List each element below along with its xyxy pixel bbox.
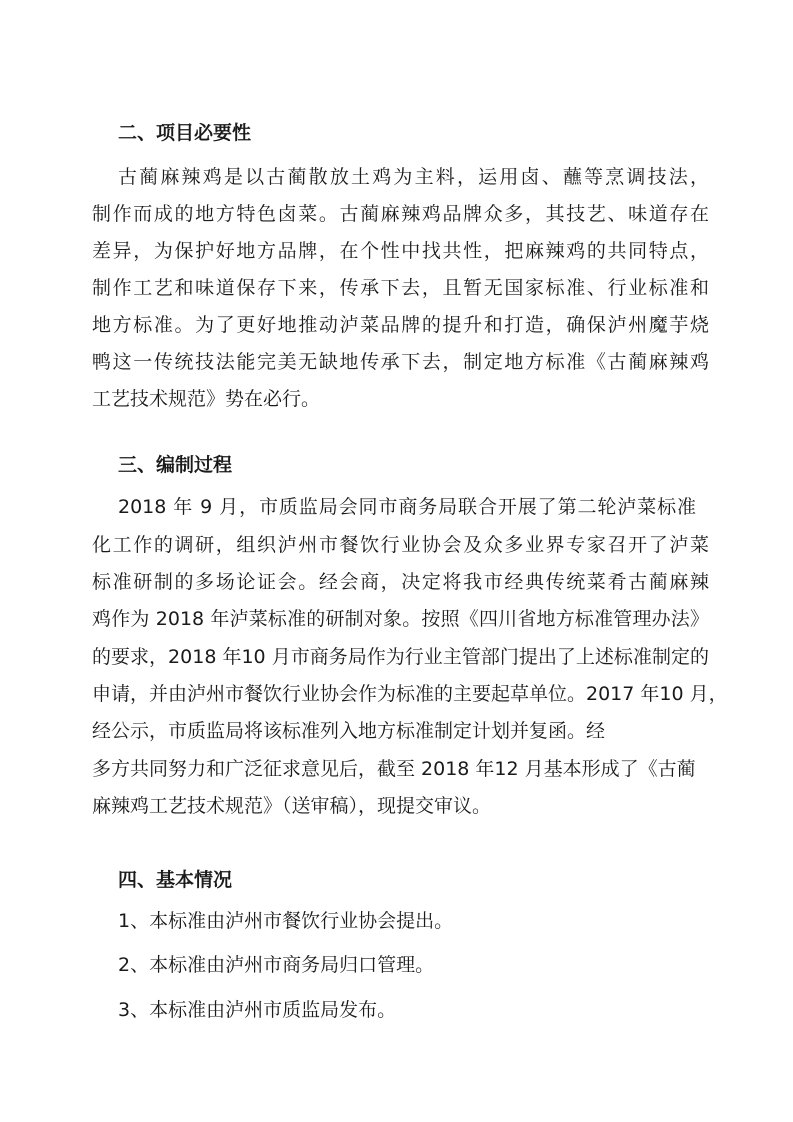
list-item: 1、本标准由泸州市餐饮行业协会提出。 xyxy=(118,910,454,932)
paragraph-line: 标准研制的多场论证会。经会商，决定将我市经典传统菜肴古蔺麻辣 xyxy=(92,571,709,593)
list-item: 2、本标准由泸州市商务局归口管理。 xyxy=(118,954,435,976)
paragraph-line: 2018 年 9 月，市质监局会同市商务局联合开展了第二轮泸菜标准 xyxy=(118,496,696,518)
section-heading: 四、基本情况 xyxy=(118,869,233,891)
section-heading: 三、编制过程 xyxy=(118,454,233,476)
paragraph-line: 古蔺麻辣鸡是以古蔺散放土鸡为主料，运用卤、蘸等烹调技法， xyxy=(118,166,709,188)
paragraph-line: 地方标准。为了更好地推动泸菜品牌的提升和打造，确保泸州魔芋烧 xyxy=(92,314,709,336)
paragraph-line: 的要求，2018 年10 月市商务局作为行业主管部门提出了上述标准制定的 xyxy=(92,646,709,668)
paragraph-line: 鸭这一传统技法能完美无缺地传承下去，制定地方标准《古蔺麻辣鸡 xyxy=(92,351,709,373)
section-heading: 二、项目必要性 xyxy=(118,122,252,144)
paragraph-line: 工艺技术规范》势在必行。 xyxy=(92,388,321,410)
paragraph-line: 制作工艺和味道保存下来，传承下去，且暂无国家标准、行业标准和 xyxy=(92,277,709,299)
list-item: 3、本标准由泸州市质监局发布。 xyxy=(118,999,397,1021)
paragraph-line: 经公示，市质监局将该标准列入地方标准制定计划并复函。经 xyxy=(92,720,606,742)
paragraph-line: 多方共同努力和广泛征求意见后，截至 2018 年12 月基本形成了《古蔺 xyxy=(92,758,696,780)
paragraph-line: 差异，为保护好地方品牌，在个性中找共性，把麻辣鸡的共同特点， xyxy=(92,240,709,262)
paragraph-line: 麻辣鸡工艺技术规范》（送审稿），现提交审议。 xyxy=(92,795,492,817)
paragraph-line: 申请，并由泸州市餐饮行业协会作为标准的主要起草单位。2017 年10 月， xyxy=(92,683,728,705)
paragraph-line: 制作而成的地方特色卤菜。古蔺麻辣鸡品牌众多，其技艺、味道存在 xyxy=(92,203,709,225)
paragraph-line: 化工作的调研，组织泸州市餐饮行业协会及众多业界专家召开了泸菜 xyxy=(92,534,709,556)
paragraph-line: 鸡作为 2018 年泸菜标准的研制对象。按照《四川省地方标准管理办法》 xyxy=(92,608,709,630)
